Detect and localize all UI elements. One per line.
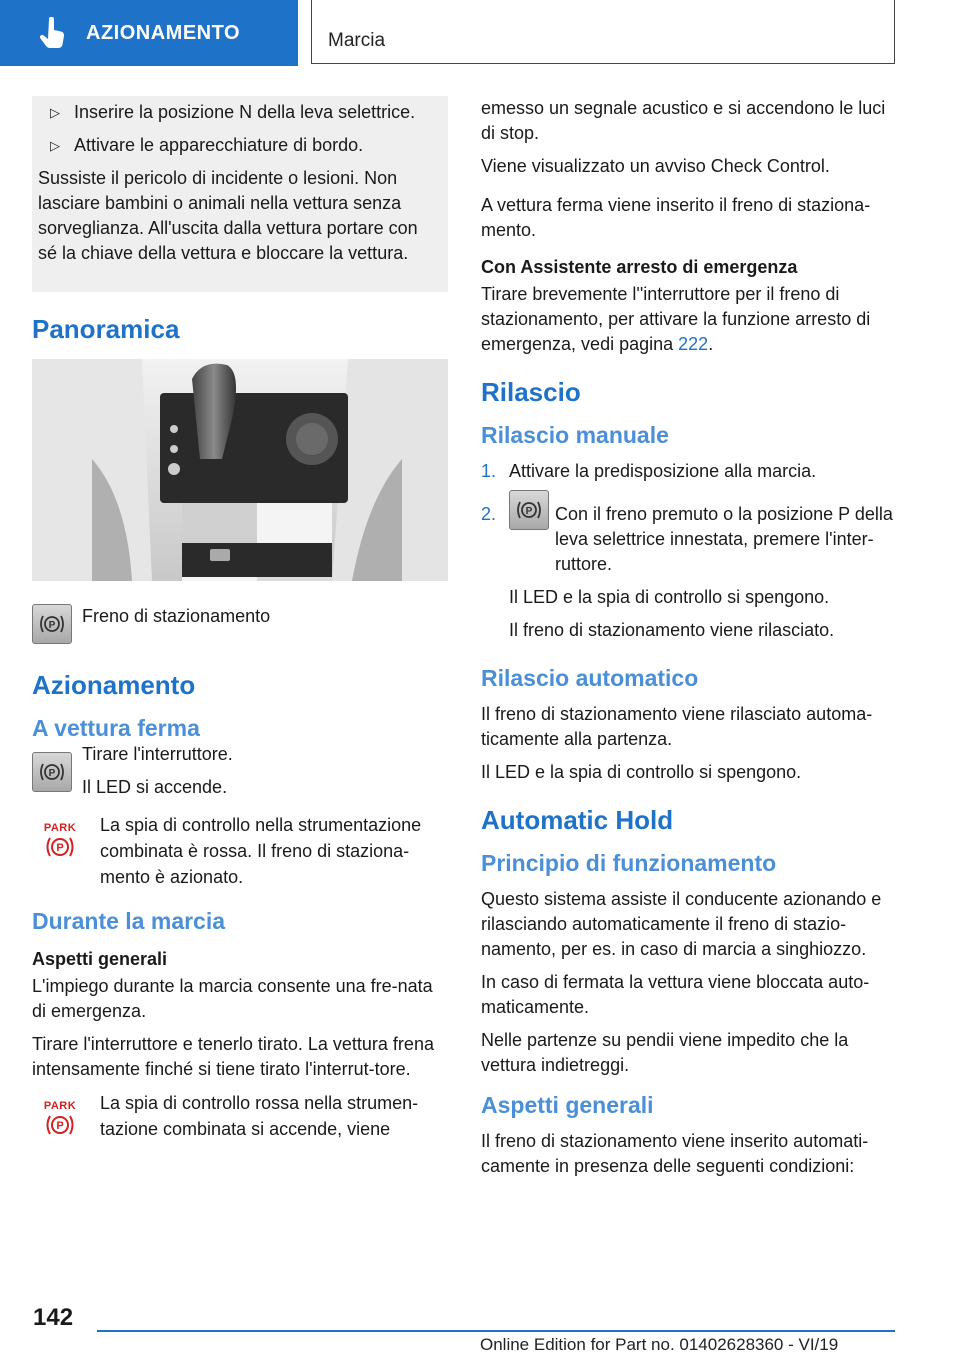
edition-note: Online Edition for Part no. 01402628360 - VI/19 — [480, 1335, 839, 1354]
page-link[interactable]: 222 — [678, 334, 709, 354]
ferma-instructions: P Tirare l'interruttore. Il LED si accende. — [32, 752, 448, 800]
chapter-tab — [311, 0, 895, 64]
heading-rilascio-automatico: Rilascio automatico — [481, 665, 699, 691]
page-number: 142 — [33, 1304, 74, 1331]
svg-text:P: P — [56, 842, 64, 854]
parking-brake-console-photo — [32, 359, 448, 581]
section-title: AZIONAMENTO — [86, 21, 241, 44]
step-2: 2. P Con il freno premuto o la posizione P della leva selettrice innestata, premere l'inter-ruttore. Il LED e la spia di controllo si spengono. Il freno di stazionamento viene rilasciato. — [481, 502, 897, 651]
heading-rilascio-manuale: Rilascio manuale — [481, 422, 669, 448]
park-warning-light-icon: PARK P — [43, 1100, 77, 1132]
parking-brake-button-icon — [509, 490, 549, 530]
svg-text:P: P — [525, 506, 533, 517]
section-tab — [0, 0, 298, 66]
svg-text:P: P — [48, 620, 56, 631]
heading-rilascio: Rilascio — [481, 377, 581, 407]
heading-panoramica: Panoramica — [32, 314, 180, 344]
heading-azionamento: Azionamento — [32, 670, 196, 700]
heading-assistente-arresto: Con Assistente arresto di emergenza — [481, 257, 798, 277]
heading-durante-marcia: Durante la marcia — [32, 908, 226, 934]
triangle-bullet-icon: ▷ — [50, 138, 60, 153]
warning-text: Sussiste il pericolo di incidente o lesioni. Non lasciare bambini o animali nella vettura senza sorveglianza. All'uscita dalla vettura portare con sé la chiave della vettura e bloccare la vettura. — [38, 168, 418, 263]
assist-text: Tirare brevemente l''interruttore per il freno di stazionamento, per attivare la funzione arresto di emergenza, vedi pagina 222. — [481, 284, 871, 354]
heading-aspetti-generali: Aspetti generali — [32, 949, 168, 969]
parking-brake-button-icon — [32, 752, 72, 792]
triangle-bullet-icon: ▷ — [50, 105, 60, 120]
heading-vettura-ferma: A vettura ferma — [32, 715, 200, 741]
heading-automatic-hold: Automatic Hold — [481, 805, 674, 835]
svg-text:P: P — [56, 1120, 64, 1132]
right-column: emesso un segnale acustico e si accendono le luci di stop. Viene visualizzato un avviso Check Control. A vettura ferma viene inserito il freno di staziona-mento. Con Assistente arresto di emergenza Tirare brevemente l''interruttore per il freno di stazionamento, per attivare la funzione arresto di emergenza, vedi pagina 222. Rilascio Rilascio manuale 1. Attivare la predisposizione alla marcia. 2. P Con il freno premuto o la posizione P della leva selettrice innestata, premere l'inter-ruttore. Il LED e la spia di controllo si spengono. Il freno di stazionamento viene rilasciato. Rilascio automatico Il freno di stazionamento viene rilasciato automa-ticamente alla partenza. Il LED e la spia di controllo si spengono. Automatic Hold Principio di funzionamento Questo sistema assiste il conducente azionando e rilasciando automaticamente il freno di stazio-namento, per es. in caso di marcia a singhiozzo. In caso di fermata la vettura viene bloccata auto-maticamente. Nelle partenze su pendii viene impedito che la vettura indietreggi. Aspetti generali Il freno di stazionamento viene inserito automati-camente in presenza delle seguenti condizioni: — [481, 96, 897, 1187]
svg-text:P: P — [48, 768, 56, 779]
parking-brake-button-icon — [32, 604, 72, 644]
park-indicator-note: PARK P La spia di controllo nella strumentazione combinata è rossa. Il freno di staziona-mento è azionato. — [32, 812, 448, 890]
heading-principio: Principio di funzionamento — [481, 850, 777, 876]
park-indicator-note-marcia: PARK P La spia di controllo rossa nella strumen-tazione combinata si accende, viene — [32, 1090, 448, 1142]
chapter-title: Marcia — [328, 30, 386, 51]
brake-button-caption: P Freno di stazionamento — [32, 604, 448, 644]
warning-bullet: ▷ Inserire la posizione N della leva selettrice. — [38, 100, 438, 125]
hand-pointer-icon — [38, 17, 68, 49]
warning-bullet: ▷ Attivare le apparecchiature di bordo. — [38, 133, 438, 158]
warning-box — [32, 96, 448, 292]
park-warning-light-icon: PARK P — [43, 822, 77, 854]
step-1: 1. Attivare la predisposizione alla marcia. — [481, 461, 817, 481]
left-column: ▷ Inserire la posizione N della leva selettrice. ▷ Attivare le apparecchiature di bordo. Sussiste il pericolo di incidente o lesioni. Non lasciare bambini o animali nella vettura senza sorveglianza. All'uscita dalla vettura portare con sé la chiave della vettura e bloccare la vettura. Panoramica P Freno di stazionamento Azionamento A vettura ferma P Tirare l'interruttore. Il LED si accende. PARK P La spia di controllo nella strumentazione combinata è rossa. Il freno di staziona-mento è azionato. Durante la marcia Aspetti generali L'impiego durante la marcia consente una fre-nata di emergenza. Tirare l'interruttore e tenerlo tirato. La vettura frena intensamente finché si tiene tirato l'interrut-tore. PARK P La spia di controllo rossa nella strumen-tazione combinata si accende, viene — [32, 96, 448, 1160]
heading-aspetti-generali-hold: Aspetti generali — [481, 1092, 654, 1118]
footer-divider — [97, 1330, 895, 1332]
